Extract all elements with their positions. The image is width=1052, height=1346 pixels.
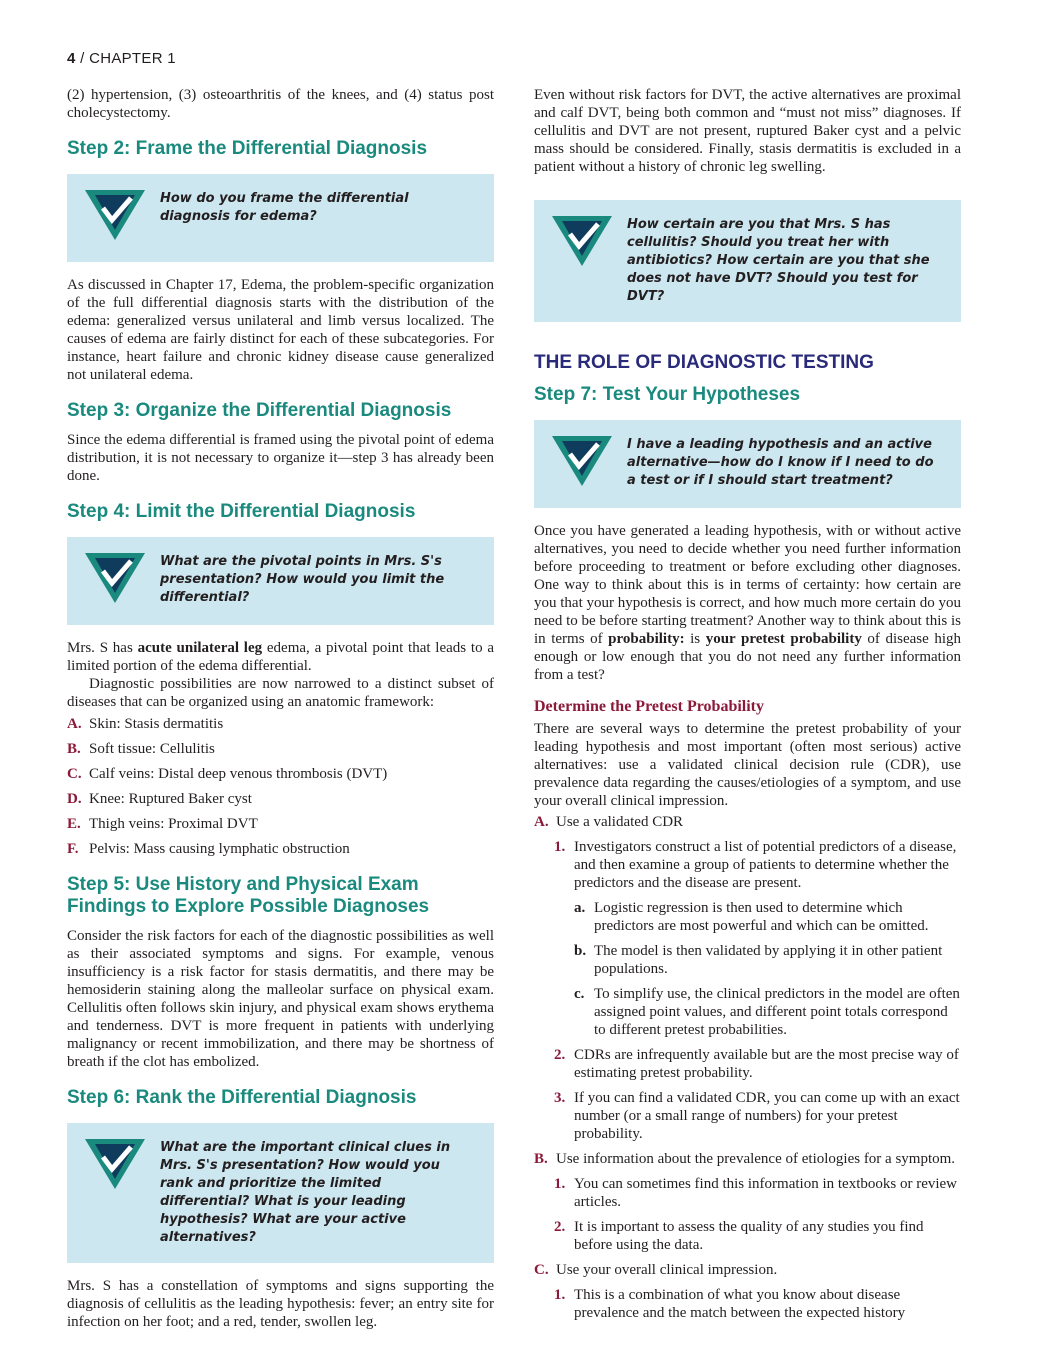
left-column [67,86,494,1331]
body-bold: acute unilateral leg [137,640,263,656]
list-marker: B. [534,1151,548,1167]
question-box-step7 [534,420,961,508]
pretest-heading: Determine the Pretest Probability [534,698,765,715]
step3-body: Since the edema differential is framed using the pivotal point of edema distribution, it is not necessary to organize it—step 3 has already been done. [67,432,494,484]
list-item [534,1089,961,1143]
section-heading: THE ROLE OF DIAGNOSTIC TESTING [534,352,874,373]
list-marker: 3. [554,1090,566,1106]
step7-body [534,522,961,684]
list-item [67,765,494,783]
list-item [67,740,494,758]
list-text: The model is then validated by applying it in other patient populations. [594,943,943,977]
chapter-label: CHAPTER 1 [89,50,176,67]
list-text: Use a validated CDR [556,814,684,830]
question-box-certainty [534,200,961,322]
question-box-step2 [67,174,494,262]
list-text: You can sometimes find this information in textbooks or review articles. [574,1176,958,1210]
list-marker: F. [67,841,79,857]
step7-heading: Step 7: Test Your Hypotheses [534,384,801,405]
step5-body: Consider the risk factors for each of the diagnostic possibilities as well as their associated symptoms and signs. For example, venous insufficiency is a risk factor for stasis dermatitis, and there may be hemosiderin staining along the malleolar surface on physical exam. Cellulitis often follows skin injury, and physical exam shows erythema and tenderness. DVT is more frequent in patients with underlying malignancy or recent immobilization, and there may be shortness of breath if the clot has embolized. [67,928,494,1070]
question-text: How certain are you that Mrs. S has cellulitis? Should you treat her with antibiotics? How certain are you that she does not have DVT? Should you test for DVT? [627,217,930,304]
list-item [67,715,494,733]
question-text: I have a leading hypothesis and an active alternative—how do I know if I need to do a test or if I should start treatment? [627,437,934,488]
checkmark-icon [552,212,612,268]
list-marker: A. [67,716,82,732]
list-text: This is a combination of what you know about disease prevalence and the match between the expected history [574,1287,906,1321]
body-bold: your pretest probability [705,631,862,647]
question-text: How do you frame the differential diagnosis for edema? [160,191,409,224]
list-text: Logistic regression is then used to determine which predictors are most powerful and which can be omitted. [594,900,929,934]
list-item [534,1261,961,1279]
list-marker: 2. [554,1219,566,1235]
question-box-step6 [67,1123,494,1263]
right-intro: Even without risk factors for DVT, the active alternatives are proximal and calf DVT, being both common and “must not miss” diagnoses. If cellulitis and DVT are not present, ruptured Baker cyst and a pelvic mass should be considered. Finally, stasis dermatitis is excluded in a patient without a history of chronic leg swelling. [534,87,961,175]
left-intro: (2) hypertension, (3) osteoarthritis of the knees, and (4) status post cholecystectomy. [67,87,494,121]
pretest-body: There are several ways to determine the pretest probability of your leading hypothesis and most important (often most serious) active alternatives: use a validated clinical decision rule (CDR), use prevalence data regarding the causes/etiologies of a symptom, and use your overall clinical impression. [534,721,961,809]
list-marker: D. [67,791,82,807]
body-text: Once you have generated a leading hypothesis, with or without active alternatives, you need to decide whether you need further information before proceeding to treatment or before excluding other diagnoses. One way to think about this is in terms of certainty: how certain are you that your hypothesis is correct, and how much more certain do you need to be before starting treatment? Another way to think about this is in terms of [534,523,961,647]
list-item [534,1046,961,1082]
list-marker: A. [534,814,549,830]
list-item [67,840,494,858]
list-text: Use information about the prevalence of etiologies for a symptom. [556,1151,956,1167]
body-bold: probability: [608,631,685,647]
body-text: edema, a pivotal point that leads to a limited portion of the edema differential. [67,640,494,674]
checkmark-icon [85,186,145,242]
list-item [534,942,961,978]
list-marker: C. [534,1262,549,1278]
list-text: To simplify use, the clinical predictors in the model are often assigned point values, and different point totals correspond to different pretest probabilities. [594,986,960,1038]
list-item [534,1175,961,1211]
list-text: Pelvis: Mass causing lymphatic obstruction [89,841,350,857]
step5-heading [67,874,494,918]
body-text: is [684,631,706,647]
list-marker: 2. [554,1047,566,1063]
list-marker: c. [574,986,585,1002]
list-marker: b. [574,943,587,959]
step6-body: Mrs. S has a constellation of symptoms and signs supporting the diagnosis of cellulitis as the leading hypothesis: fever; an entry site for infection on her foot; and a red, tender, swollen leg. [67,1278,494,1330]
step2-heading: Step 2: Frame the Differential Diagnosis [67,138,428,159]
header-separator: / [80,50,85,67]
checkmark-icon [85,1135,145,1191]
checkmark-icon [552,432,612,488]
list-text: Use your overall clinical impression. [556,1262,778,1278]
pretest-list [534,813,961,1322]
list-marker: C. [67,766,82,782]
list-item [534,838,961,892]
page-number: 4 [67,50,76,67]
list-text: CDRs are infrequently available but are the most precise way of estimating pretest probability. [574,1047,959,1081]
running-header [67,50,176,67]
list-text: Calf veins: Distal deep venous thrombosis (DVT) [89,766,388,782]
step2-body: As discussed in Chapter 17, Edema, the problem-specific organization of the full differential diagnosis starts with the distribution of the edema: generalized versus unilateral and limb versus localized. The causes of edema are fairly distinct for each of these subcategories. For instance, heart failure and chronic kidney disease cause generalized not unilateral edema. [67,277,494,383]
list-marker: 1. [554,839,566,855]
list-text: If you can find a validated CDR, you can come up with an exact number (or a small range of numbers) for your pretest probability. [574,1090,960,1142]
step3-heading: Step 3: Organize the Differential Diagnosis [67,400,452,421]
list-text: Knee: Ruptured Baker cyst [89,791,252,807]
list-item [534,1150,961,1168]
question-text: What are the pivotal points in Mrs. S's presentation? How would you limit the differential? [160,554,445,605]
list-text: It is important to assess the quality of any studies you find before using the data. [574,1219,924,1253]
list-item [534,813,961,831]
list-item [534,1286,961,1322]
list-item [67,815,494,833]
step4-heading: Step 4: Limit the Differential Diagnosis [67,501,416,522]
list-text: Soft tissue: Cellulitis [89,741,215,757]
list-marker: a. [574,900,586,916]
question-box-step4 [67,537,494,625]
differential-list [67,715,494,858]
list-item [534,1218,961,1254]
heading-line: Step 5: Use History and Physical Exam [67,874,419,895]
list-text: Thigh veins: Proximal DVT [89,816,258,832]
list-marker: 1. [554,1176,566,1192]
list-marker: E. [67,816,81,832]
list-text: Investigators construct a list of potential predictors of a disease, and then examine a group of patients to determine whether the predictors and the disease are present. [574,839,957,891]
step4-body2: Diagnostic possibilities are now narrowed to a distinct subset of diseases that can be organized using an anatomic framework: [67,676,494,710]
heading-line: Findings to Explore Possible Diagnoses [67,896,430,917]
body-text: Mrs. S has [67,640,138,656]
checkmark-icon [85,549,145,605]
question-text: What are the important clinical clues in Mrs. S's presentation? How would you rank and prioritize the limited differential? What is your leading hypothesis? What are your active alternatives? [160,1140,451,1245]
list-marker: B. [67,741,81,757]
step6-heading: Step 6: Rank the Differential Diagnosis [67,1087,417,1108]
list-item [534,985,961,1039]
right-column [534,86,961,1329]
body-text: of disease high enough or low enough that you do not need any further information from a test? [534,631,961,683]
step4-body [67,639,494,675]
list-item [534,899,961,935]
list-item [67,790,494,808]
list-marker: 1. [554,1287,566,1303]
list-text: Skin: Stasis dermatitis [89,716,224,732]
